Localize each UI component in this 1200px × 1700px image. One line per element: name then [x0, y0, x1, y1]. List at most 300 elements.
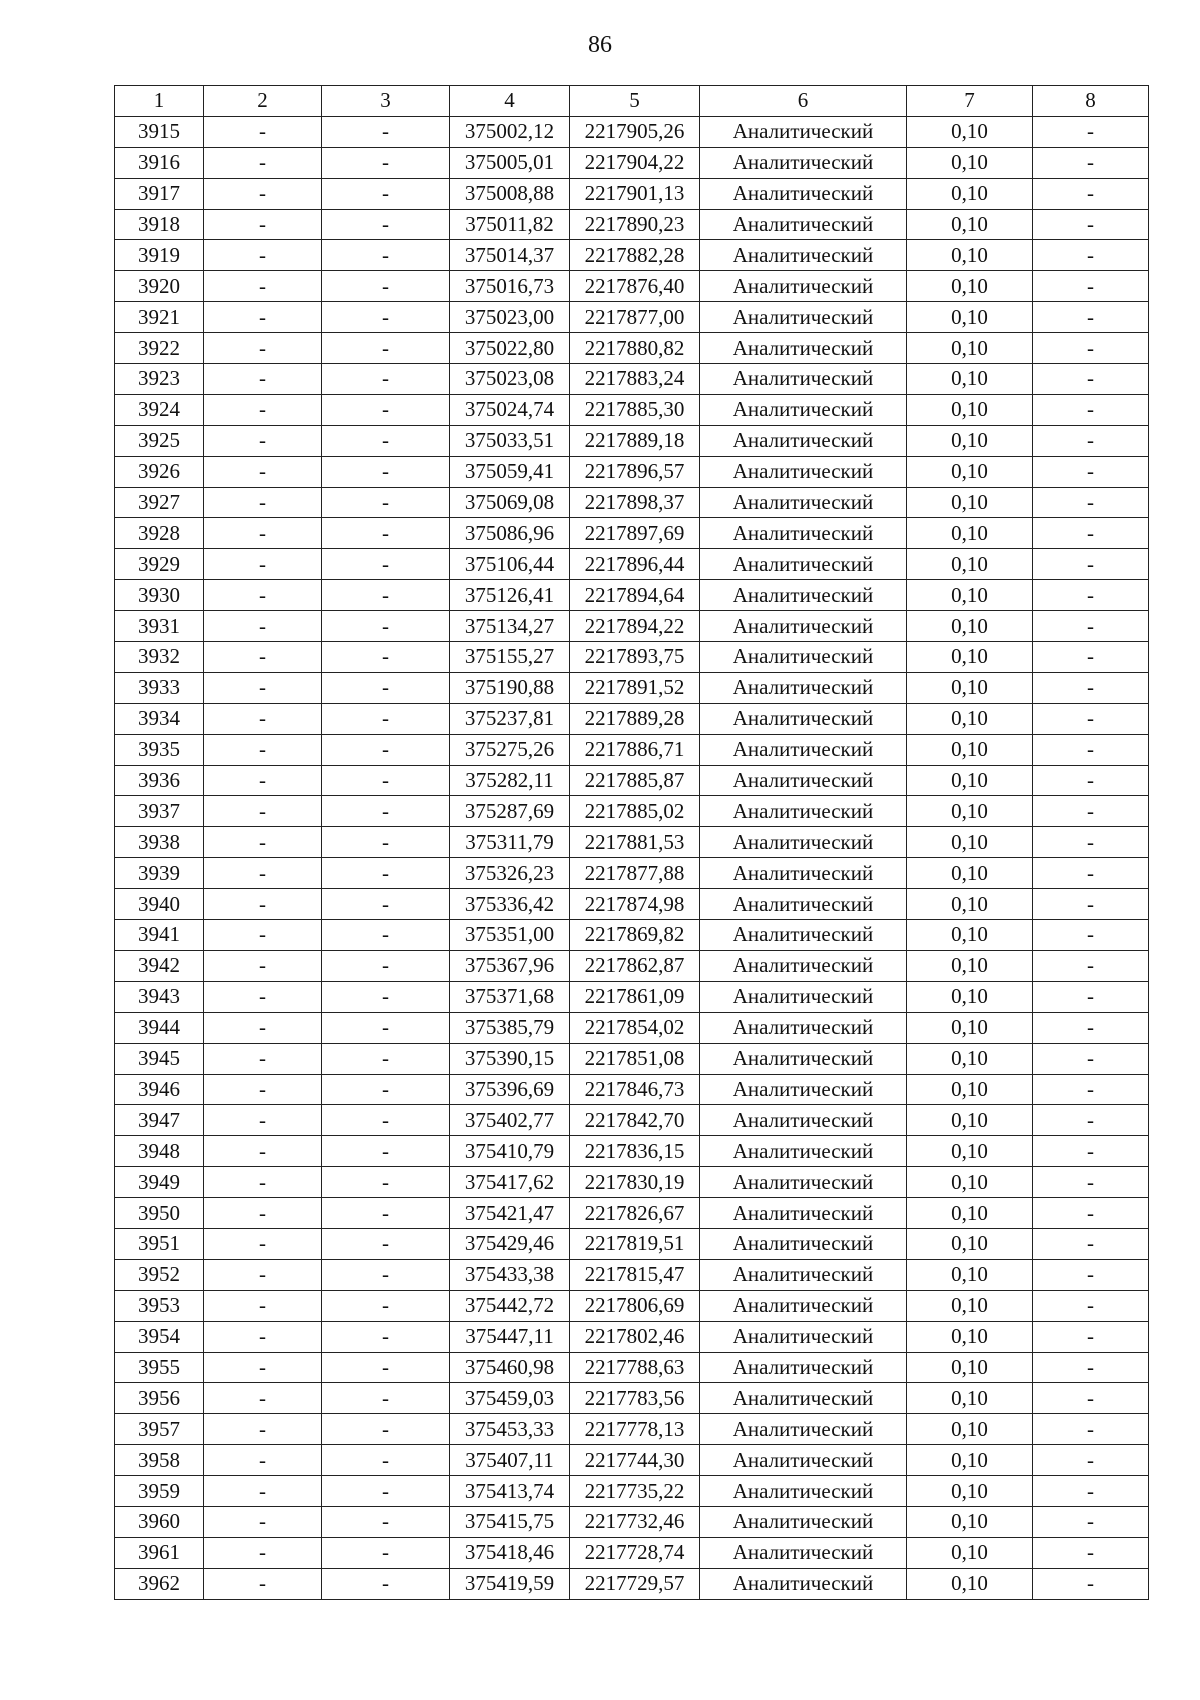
coord-y: 2217729,57: [570, 1568, 700, 1599]
point-number: 3934: [115, 703, 204, 734]
col-3-value: -: [322, 549, 450, 580]
col-3-value: -: [322, 487, 450, 518]
point-number: 3931: [115, 611, 204, 642]
table-row: [115, 1012, 1149, 1043]
coord-y: 2217891,52: [570, 672, 700, 703]
col-3-value: -: [322, 1537, 450, 1568]
accuracy: 0,10: [907, 333, 1033, 364]
table-row: [115, 1537, 1149, 1568]
method: Аналитический: [700, 178, 907, 209]
coord-y: 2217854,02: [570, 1012, 700, 1043]
point-number: 3930: [115, 580, 204, 611]
col-2-value: -: [204, 1167, 322, 1198]
point-number: 3941: [115, 920, 204, 951]
coord-x: 375016,73: [450, 271, 570, 302]
accuracy: 0,10: [907, 147, 1033, 178]
col-3-value: -: [322, 858, 450, 889]
point-number: 3944: [115, 1012, 204, 1043]
col-2-value: -: [204, 425, 322, 456]
accuracy: 0,10: [907, 1043, 1033, 1074]
col-3-value: -: [322, 1105, 450, 1136]
method: Аналитический: [700, 394, 907, 425]
col-8-value: -: [1033, 858, 1149, 889]
accuracy: 0,10: [907, 734, 1033, 765]
coord-y: 2217862,87: [570, 950, 700, 981]
col-2-value: -: [204, 271, 322, 302]
col-3-value: -: [322, 950, 450, 981]
method: Аналитический: [700, 672, 907, 703]
col-2-value: -: [204, 1321, 322, 1352]
coord-y: 2217788,63: [570, 1352, 700, 1383]
table-row: [115, 1105, 1149, 1136]
table-row: [115, 178, 1149, 209]
col-2-value: -: [204, 549, 322, 580]
col-8-value: -: [1033, 1476, 1149, 1507]
accuracy: 0,10: [907, 116, 1033, 147]
col-8-value: -: [1033, 209, 1149, 240]
coord-x: 375033,51: [450, 425, 570, 456]
accuracy: 0,10: [907, 518, 1033, 549]
coord-x: 375190,88: [450, 672, 570, 703]
coord-y: 2217897,69: [570, 518, 700, 549]
method: Аналитический: [700, 1476, 907, 1507]
method: Аналитический: [700, 271, 907, 302]
coord-y: 2217869,82: [570, 920, 700, 951]
col-8-value: -: [1033, 642, 1149, 673]
table-row: [115, 920, 1149, 951]
col-3-value: -: [322, 796, 450, 827]
col-2-value: -: [204, 1228, 322, 1259]
col-3-value: -: [322, 827, 450, 858]
method: Аналитический: [700, 209, 907, 240]
col-3-value: -: [322, 672, 450, 703]
coord-x: 375415,75: [450, 1506, 570, 1537]
col-8-value: -: [1033, 580, 1149, 611]
col-8-value: -: [1033, 1321, 1149, 1352]
point-number: 3949: [115, 1167, 204, 1198]
coord-x: 375371,68: [450, 981, 570, 1012]
coord-x: 375433,38: [450, 1259, 570, 1290]
coord-y: 2217896,44: [570, 549, 700, 580]
point-number: 3922: [115, 333, 204, 364]
col-3-value: -: [322, 1228, 450, 1259]
coord-y: 2217802,46: [570, 1321, 700, 1352]
table-row: [115, 858, 1149, 889]
col-3-value: -: [322, 1383, 450, 1414]
coord-x: 375126,41: [450, 580, 570, 611]
point-number: 3956: [115, 1383, 204, 1414]
method: Аналитический: [700, 1568, 907, 1599]
method: Аналитический: [700, 549, 907, 580]
method: Аналитический: [700, 456, 907, 487]
table-body: [115, 116, 1149, 1599]
col-8-value: -: [1033, 1383, 1149, 1414]
accuracy: 0,10: [907, 1012, 1033, 1043]
col-2-value: -: [204, 147, 322, 178]
accuracy: 0,10: [907, 580, 1033, 611]
method: Аналитический: [700, 1198, 907, 1229]
col-8-value: -: [1033, 796, 1149, 827]
col-2-value: -: [204, 333, 322, 364]
col-8-value: -: [1033, 920, 1149, 951]
accuracy: 0,10: [907, 487, 1033, 518]
method: Аналитический: [700, 703, 907, 734]
col-8-value: -: [1033, 1105, 1149, 1136]
coord-x: 375134,27: [450, 611, 570, 642]
table-row: [115, 1228, 1149, 1259]
coord-y: 2217842,70: [570, 1105, 700, 1136]
point-number: 3937: [115, 796, 204, 827]
accuracy: 0,10: [907, 950, 1033, 981]
coord-x: 375023,08: [450, 364, 570, 395]
table-row: [115, 1321, 1149, 1352]
page-number: 86: [588, 32, 612, 58]
accuracy: 0,10: [907, 1414, 1033, 1445]
coord-x: 375022,80: [450, 333, 570, 364]
col-8-value: -: [1033, 1290, 1149, 1321]
accuracy: 0,10: [907, 425, 1033, 456]
point-number: 3918: [115, 209, 204, 240]
col-8-value: -: [1033, 487, 1149, 518]
point-number: 3959: [115, 1476, 204, 1507]
coord-x: 375396,69: [450, 1074, 570, 1105]
coord-y: 2217905,26: [570, 116, 700, 147]
method: Аналитический: [700, 487, 907, 518]
table-row: [115, 1043, 1149, 1074]
coord-y: 2217889,28: [570, 703, 700, 734]
coord-y: 2217877,88: [570, 858, 700, 889]
col-8-value: -: [1033, 1414, 1149, 1445]
coord-x: 375390,15: [450, 1043, 570, 1074]
coord-x: 375459,03: [450, 1383, 570, 1414]
col-8-value: -: [1033, 1043, 1149, 1074]
method: Аналитический: [700, 1290, 907, 1321]
table-row: [115, 827, 1149, 858]
coord-x: 375453,33: [450, 1414, 570, 1445]
accuracy: 0,10: [907, 889, 1033, 920]
method: Аналитический: [700, 1012, 907, 1043]
accuracy: 0,10: [907, 1445, 1033, 1476]
accuracy: 0,10: [907, 920, 1033, 951]
point-number: 3953: [115, 1290, 204, 1321]
table-row: [115, 302, 1149, 333]
coord-y: 2217901,13: [570, 178, 700, 209]
method: Аналитический: [700, 1352, 907, 1383]
table-row: [115, 116, 1149, 147]
point-number: 3940: [115, 889, 204, 920]
col-2-value: -: [204, 456, 322, 487]
coord-x: 375155,27: [450, 642, 570, 673]
col-8-value: -: [1033, 1259, 1149, 1290]
coord-y: 2217877,00: [570, 302, 700, 333]
accuracy: 0,10: [907, 858, 1033, 889]
method: Аналитический: [700, 889, 907, 920]
table-row: [115, 271, 1149, 302]
method: Аналитический: [700, 333, 907, 364]
coord-y: 2217836,15: [570, 1136, 700, 1167]
col-3-value: -: [322, 271, 450, 302]
col-3-value: -: [322, 889, 450, 920]
method: Аналитический: [700, 147, 907, 178]
col-3-value: -: [322, 1321, 450, 1352]
col-8-value: -: [1033, 333, 1149, 364]
coord-x: 375447,11: [450, 1321, 570, 1352]
accuracy: 0,10: [907, 1290, 1033, 1321]
coord-y: 2217846,73: [570, 1074, 700, 1105]
coord-y: 2217881,53: [570, 827, 700, 858]
point-number: 3945: [115, 1043, 204, 1074]
coord-y: 2217851,08: [570, 1043, 700, 1074]
coord-x: 375418,46: [450, 1537, 570, 1568]
point-number: 3954: [115, 1321, 204, 1352]
col-3-value: -: [322, 1568, 450, 1599]
accuracy: 0,10: [907, 1568, 1033, 1599]
point-number: 3942: [115, 950, 204, 981]
col-3-value: -: [322, 765, 450, 796]
accuracy: 0,10: [907, 1198, 1033, 1229]
method: Аналитический: [700, 642, 907, 673]
col-3-value: -: [322, 1074, 450, 1105]
coord-y: 2217885,30: [570, 394, 700, 425]
accuracy: 0,10: [907, 549, 1033, 580]
coord-x: 375326,23: [450, 858, 570, 889]
coord-x: 375413,74: [450, 1476, 570, 1507]
col-2-value: -: [204, 1012, 322, 1043]
table-row: [115, 549, 1149, 580]
col-8-value: -: [1033, 611, 1149, 642]
col-8-value: -: [1033, 240, 1149, 271]
coord-x: 375460,98: [450, 1352, 570, 1383]
col-3-value: -: [322, 1043, 450, 1074]
col-8-value: -: [1033, 1228, 1149, 1259]
table-row: [115, 425, 1149, 456]
column-header: 1: [115, 86, 204, 117]
column-header: 2: [204, 86, 322, 117]
coord-x: 375351,00: [450, 920, 570, 951]
table-row: [115, 333, 1149, 364]
col-3-value: -: [322, 642, 450, 673]
col-3-value: -: [322, 147, 450, 178]
col-3-value: -: [322, 1259, 450, 1290]
accuracy: 0,10: [907, 765, 1033, 796]
table-header-row: [115, 86, 1149, 117]
accuracy: 0,10: [907, 703, 1033, 734]
table-row: [115, 1167, 1149, 1198]
method: Аналитический: [700, 302, 907, 333]
coord-x: 375410,79: [450, 1136, 570, 1167]
coord-y: 2217893,75: [570, 642, 700, 673]
accuracy: 0,10: [907, 796, 1033, 827]
column-header: 4: [450, 86, 570, 117]
accuracy: 0,10: [907, 1105, 1033, 1136]
col-2-value: -: [204, 518, 322, 549]
table-row: [115, 487, 1149, 518]
col-8-value: -: [1033, 1506, 1149, 1537]
col-2-value: -: [204, 734, 322, 765]
point-number: 3958: [115, 1445, 204, 1476]
coord-x: 375008,88: [450, 178, 570, 209]
accuracy: 0,10: [907, 611, 1033, 642]
col-2-value: -: [204, 858, 322, 889]
method: Аналитический: [700, 580, 907, 611]
coord-y: 2217744,30: [570, 1445, 700, 1476]
method: Аналитический: [700, 425, 907, 456]
column-header: 8: [1033, 86, 1149, 117]
coordinates-table: [114, 85, 1149, 1600]
col-2-value: -: [204, 580, 322, 611]
col-2-value: -: [204, 1105, 322, 1136]
coord-x: 375023,00: [450, 302, 570, 333]
coord-y: 2217883,24: [570, 364, 700, 395]
method: Аналитический: [700, 116, 907, 147]
table-row: [115, 1476, 1149, 1507]
col-3-value: -: [322, 1476, 450, 1507]
accuracy: 0,10: [907, 1259, 1033, 1290]
point-number: 3919: [115, 240, 204, 271]
point-number: 3962: [115, 1568, 204, 1599]
coord-x: 375419,59: [450, 1568, 570, 1599]
table-row: [115, 1352, 1149, 1383]
col-8-value: -: [1033, 1136, 1149, 1167]
accuracy: 0,10: [907, 1476, 1033, 1507]
method: Аналитический: [700, 1043, 907, 1074]
point-number: 3955: [115, 1352, 204, 1383]
col-8-value: -: [1033, 1445, 1149, 1476]
coord-x: 375069,08: [450, 487, 570, 518]
col-2-value: -: [204, 1537, 322, 1568]
coord-x: 375059,41: [450, 456, 570, 487]
accuracy: 0,10: [907, 1321, 1033, 1352]
col-3-value: -: [322, 240, 450, 271]
coord-x: 375011,82: [450, 209, 570, 240]
accuracy: 0,10: [907, 981, 1033, 1012]
point-number: 3916: [115, 147, 204, 178]
col-3-value: -: [322, 1414, 450, 1445]
point-number: 3950: [115, 1198, 204, 1229]
col-3-value: -: [322, 178, 450, 209]
point-number: 3960: [115, 1506, 204, 1537]
col-2-value: -: [204, 178, 322, 209]
table-row: [115, 703, 1149, 734]
point-number: 3925: [115, 425, 204, 456]
point-number: 3939: [115, 858, 204, 889]
col-2-value: -: [204, 765, 322, 796]
method: Аналитический: [700, 1321, 907, 1352]
method: Аналитический: [700, 1445, 907, 1476]
coord-x: 375417,62: [450, 1167, 570, 1198]
col-2-value: -: [204, 1136, 322, 1167]
col-2-value: -: [204, 672, 322, 703]
method: Аналитический: [700, 765, 907, 796]
method: Аналитический: [700, 1074, 907, 1105]
col-3-value: -: [322, 333, 450, 364]
point-number: 3929: [115, 549, 204, 580]
table-row: [115, 456, 1149, 487]
col-2-value: -: [204, 703, 322, 734]
col-2-value: -: [204, 642, 322, 673]
table-row: [115, 1136, 1149, 1167]
col-2-value: -: [204, 364, 322, 395]
coord-y: 2217898,37: [570, 487, 700, 518]
coord-y: 2217728,74: [570, 1537, 700, 1568]
coord-x: 375106,44: [450, 549, 570, 580]
table-row: [115, 1259, 1149, 1290]
coord-y: 2217882,28: [570, 240, 700, 271]
col-2-value: -: [204, 1352, 322, 1383]
col-3-value: -: [322, 518, 450, 549]
method: Аналитический: [700, 827, 907, 858]
coord-y: 2217886,71: [570, 734, 700, 765]
col-8-value: -: [1033, 734, 1149, 765]
accuracy: 0,10: [907, 178, 1033, 209]
point-number: 3947: [115, 1105, 204, 1136]
point-number: 3961: [115, 1537, 204, 1568]
table-row: [115, 1198, 1149, 1229]
col-3-value: -: [322, 1506, 450, 1537]
point-number: 3926: [115, 456, 204, 487]
method: Аналитический: [700, 1105, 907, 1136]
point-number: 3933: [115, 672, 204, 703]
point-number: 3943: [115, 981, 204, 1012]
coord-x: 375421,47: [450, 1198, 570, 1229]
point-number: 3923: [115, 364, 204, 395]
col-2-value: -: [204, 827, 322, 858]
col-8-value: -: [1033, 1568, 1149, 1599]
coord-x: 375002,12: [450, 116, 570, 147]
col-2-value: -: [204, 889, 322, 920]
accuracy: 0,10: [907, 1167, 1033, 1198]
method: Аналитический: [700, 518, 907, 549]
col-8-value: -: [1033, 703, 1149, 734]
table-row: [115, 1506, 1149, 1537]
col-8-value: -: [1033, 1352, 1149, 1383]
col-3-value: -: [322, 364, 450, 395]
col-2-value: -: [204, 1476, 322, 1507]
method: Аналитический: [700, 1537, 907, 1568]
method: Аналитический: [700, 1383, 907, 1414]
coord-y: 2217815,47: [570, 1259, 700, 1290]
col-2-value: -: [204, 1568, 322, 1599]
coord-x: 375282,11: [450, 765, 570, 796]
point-number: 3927: [115, 487, 204, 518]
col-3-value: -: [322, 611, 450, 642]
col-2-value: -: [204, 302, 322, 333]
point-number: 3935: [115, 734, 204, 765]
col-2-value: -: [204, 1383, 322, 1414]
coord-x: 375367,96: [450, 950, 570, 981]
accuracy: 0,10: [907, 1537, 1033, 1568]
method: Аналитический: [700, 240, 907, 271]
col-2-value: -: [204, 1506, 322, 1537]
coord-x: 375287,69: [450, 796, 570, 827]
point-number: 3952: [115, 1259, 204, 1290]
col-2-value: -: [204, 920, 322, 951]
coord-y: 2217783,56: [570, 1383, 700, 1414]
table-row: [115, 240, 1149, 271]
coord-y: 2217890,23: [570, 209, 700, 240]
col-3-value: -: [322, 1445, 450, 1476]
method: Аналитический: [700, 981, 907, 1012]
col-2-value: -: [204, 1043, 322, 1074]
point-number: 3938: [115, 827, 204, 858]
accuracy: 0,10: [907, 672, 1033, 703]
col-3-value: -: [322, 1167, 450, 1198]
col-8-value: -: [1033, 147, 1149, 178]
coord-y: 2217885,02: [570, 796, 700, 827]
method: Аналитический: [700, 1167, 907, 1198]
coord-x: 375402,77: [450, 1105, 570, 1136]
method: Аналитический: [700, 364, 907, 395]
